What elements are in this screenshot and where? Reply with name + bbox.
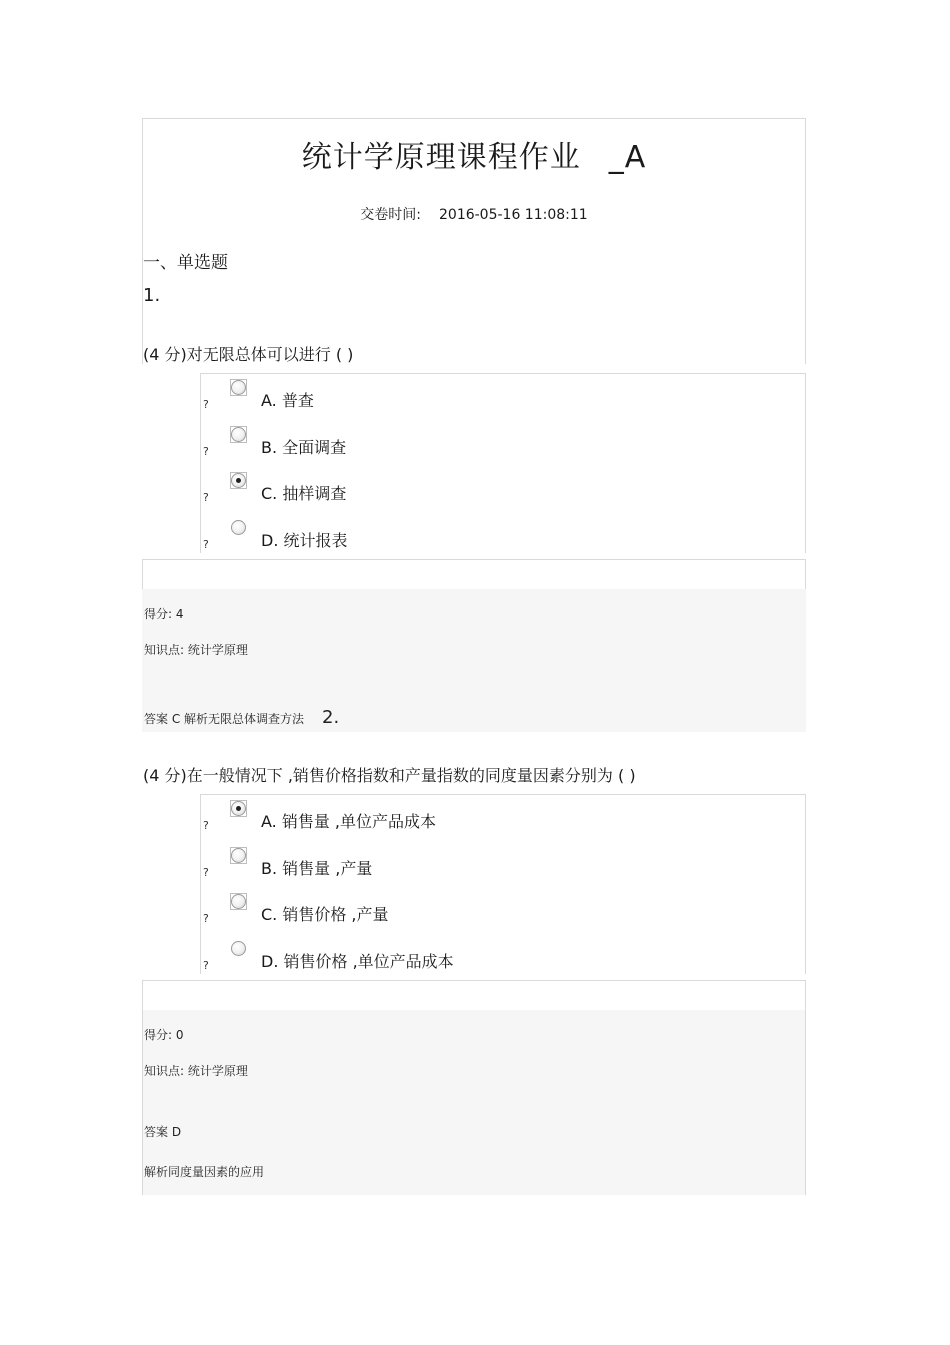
option-label: C. 抽样调查 (261, 484, 347, 503)
page-title (142, 132, 806, 176)
option-label: C. 销售价格 ,产量 (261, 905, 389, 924)
answer-text: 答案 C 解析无限总体调查方法 (144, 712, 305, 726)
submit-time-line (142, 204, 806, 224)
question-1-result-divider (142, 559, 806, 589)
option-marker: ? (203, 398, 209, 411)
question-1-options (200, 373, 806, 553)
option-row[interactable] (201, 427, 805, 467)
option-row[interactable] (201, 520, 805, 560)
question-2-number: 2. (322, 707, 340, 728)
option-row[interactable] (201, 894, 805, 934)
radio-button[interactable] (231, 894, 246, 909)
option-row[interactable] (201, 848, 805, 888)
answer-text: 答案 D (144, 1125, 182, 1139)
option-label: D. 销售价格 ,单位产品成本 (261, 952, 454, 971)
radio-button-selected[interactable] (231, 473, 246, 488)
option-marker: ? (203, 959, 209, 972)
radio-button[interactable] (231, 848, 246, 863)
radio-button[interactable] (231, 380, 246, 395)
option-marker: ? (203, 866, 209, 879)
radio-button[interactable] (231, 427, 246, 442)
title-text: 统计学原理课程作业 (301, 140, 581, 175)
option-marker: ? (203, 912, 209, 925)
question-2-text: (4 分)在一般情况下 ,销售价格指数和产量指数的同度量因素分别为 ( ) (143, 766, 636, 785)
option-label: D. 统计报表 (261, 531, 348, 550)
option-row[interactable] (201, 941, 805, 981)
question-2-options (200, 794, 806, 974)
option-marker: ? (203, 819, 209, 832)
option-label: B. 销售量 ,产量 (261, 859, 373, 878)
score-text: 得分: 4 (144, 607, 184, 621)
option-label: A. 销售量 ,单位产品成本 (261, 812, 437, 831)
submit-time-label: 交卷时间: (360, 207, 421, 223)
option-label: A. 普查 (261, 391, 314, 410)
title-suffix: _A (608, 140, 647, 175)
question-1-number: 1. (143, 285, 161, 306)
radio-button[interactable] (231, 941, 246, 956)
question-2-result (142, 1010, 806, 1195)
option-row[interactable] (201, 380, 805, 420)
question-1-result (142, 589, 806, 732)
question-1-text: (4 分)对无限总体可以进行 ( ) (143, 345, 354, 364)
knowledge-point: 知识点: 统计学原理 (144, 643, 248, 657)
option-marker: ? (203, 538, 209, 551)
answer-analysis (144, 707, 339, 728)
option-row[interactable] (201, 473, 805, 513)
option-row[interactable] (201, 801, 805, 841)
knowledge-point: 知识点: 统计学原理 (144, 1064, 248, 1078)
score-text: 得分: 0 (144, 1028, 184, 1042)
question-2-result-divider (142, 980, 806, 1010)
option-label: B. 全面调查 (261, 438, 347, 457)
radio-button[interactable] (231, 520, 246, 535)
radio-button-selected[interactable] (231, 801, 246, 816)
submit-time-value: 2016-05-16 11:08:11 (439, 207, 588, 223)
option-marker: ? (203, 491, 209, 504)
analysis-text: 解析同度量因素的应用 (144, 1165, 265, 1179)
option-marker: ? (203, 445, 209, 458)
section-title: 一、单选题 (143, 253, 228, 273)
